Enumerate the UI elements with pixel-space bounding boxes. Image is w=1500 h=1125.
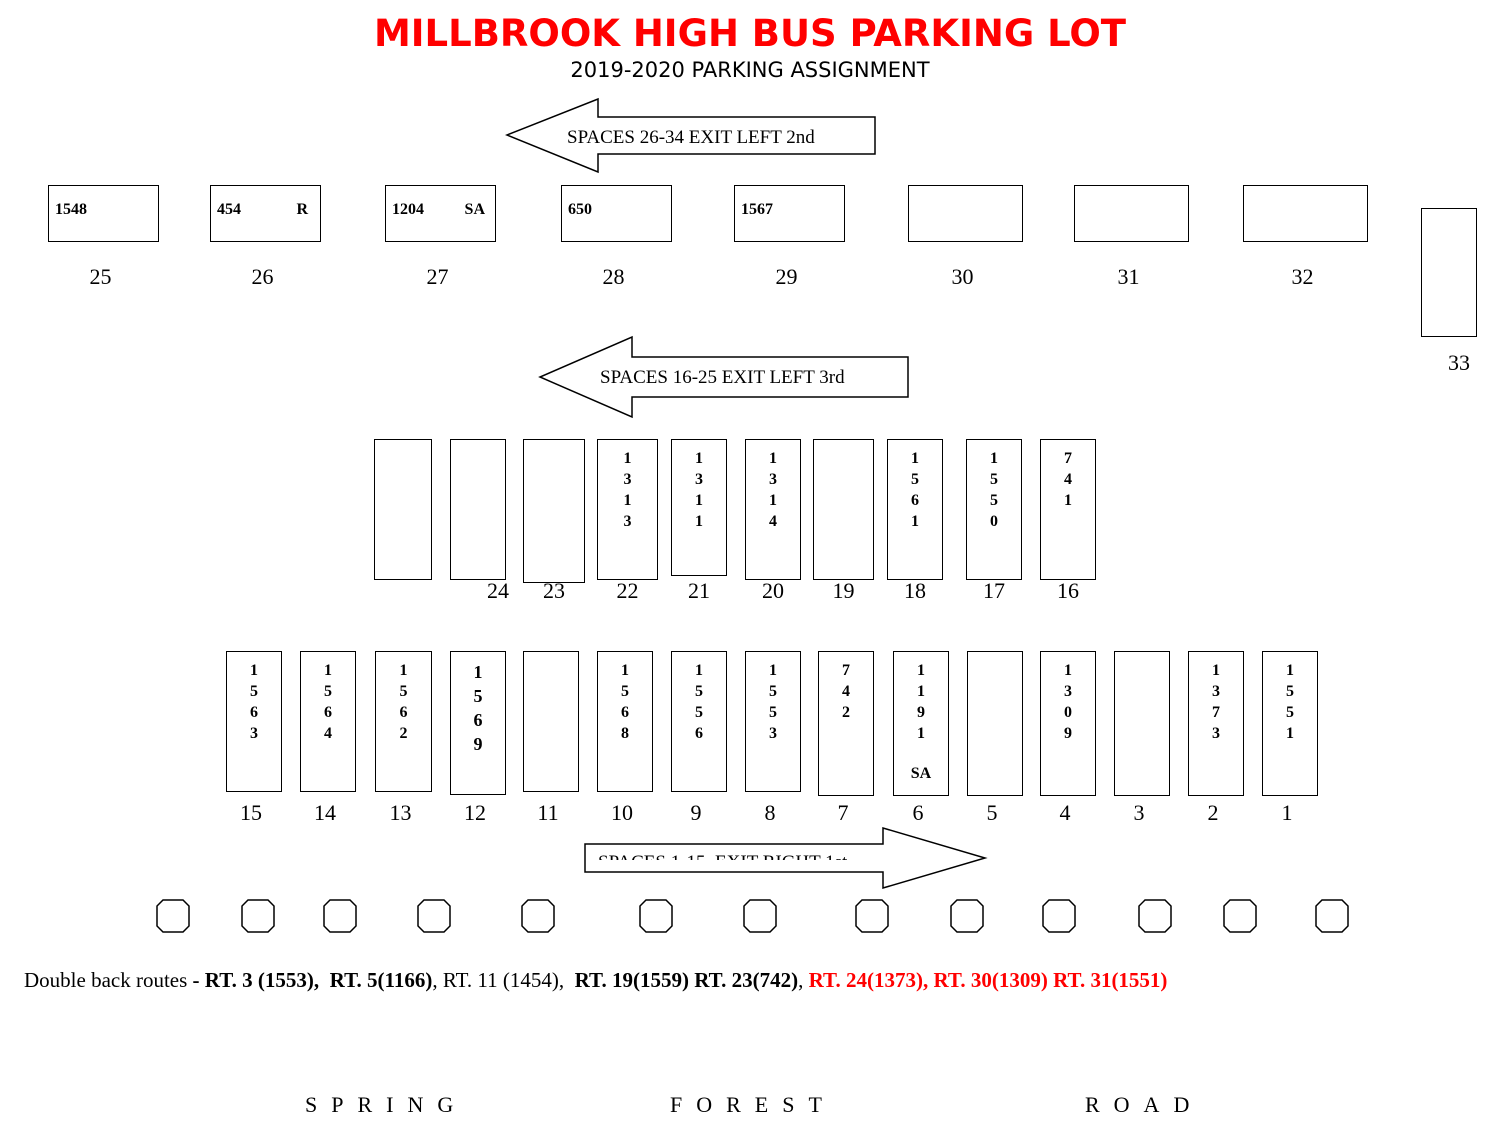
bus-number: 1 5 5 1 bbox=[1286, 662, 1294, 742]
bus-number: 1 3 0 9 bbox=[1064, 662, 1072, 742]
bollard-marker bbox=[744, 900, 776, 932]
bollard-marker bbox=[1316, 900, 1348, 932]
double-back-routes-bold-1: RT. 3 (1553), RT. 5(1166) bbox=[204, 968, 433, 992]
bollard-marker bbox=[1224, 900, 1256, 932]
double-back-dash: - bbox=[192, 968, 205, 992]
double-back-routes-plain: , RT. 11 (1454), bbox=[432, 968, 575, 992]
bus-number: 1 3 1 1 bbox=[695, 450, 703, 530]
bollard-marker bbox=[1139, 900, 1171, 932]
exit-arrow-top-label: SPACES 26-34 EXIT LEFT 2nd bbox=[567, 127, 815, 148]
space-number: 6 bbox=[912, 800, 924, 825]
double-back-routes-red: RT. 24(1373), RT. 30(1309) RT. 31(1551) bbox=[808, 968, 1168, 992]
space-number: 26 bbox=[251, 264, 274, 289]
bus-number: 1204 bbox=[392, 201, 424, 218]
space-number: 13 bbox=[389, 800, 412, 825]
space-number: 11 bbox=[537, 800, 559, 825]
bus-number: 1 3 1 4 bbox=[769, 450, 777, 530]
bus-number: 7 4 1 bbox=[1064, 450, 1072, 509]
bollard-marker bbox=[856, 900, 888, 932]
bus-number: 1 3 1 3 bbox=[623, 450, 632, 530]
bus-number: 1548 bbox=[55, 201, 87, 218]
space-number: 21 bbox=[688, 578, 710, 603]
space-number: 14 bbox=[314, 800, 336, 825]
space-tag: SA bbox=[464, 201, 485, 218]
bollard-marker bbox=[324, 900, 356, 932]
double-back-routes bbox=[24, 968, 1167, 993]
space-number: 2 bbox=[1207, 800, 1219, 825]
space-number: 12 bbox=[464, 800, 486, 825]
space-number: 29 bbox=[775, 264, 798, 289]
bollard-marker bbox=[522, 900, 554, 932]
space-number: 16 bbox=[1057, 578, 1079, 603]
bus-number: 1 5 5 6 bbox=[695, 662, 703, 742]
double-back-routes-bold-2: RT. 19(1559) RT. 23(742) bbox=[574, 968, 799, 992]
bus-number: 1 3 7 3 bbox=[1212, 662, 1220, 742]
bollard-marker bbox=[951, 900, 983, 932]
space-number: 27 bbox=[426, 264, 449, 289]
page-subtitle: 2019-2020 PARKING ASSIGNMENT bbox=[570, 58, 930, 82]
space-number: 23 bbox=[543, 578, 565, 603]
road-name-spring: SPRING bbox=[305, 1092, 468, 1117]
road-name-road: ROAD bbox=[1085, 1092, 1204, 1117]
space-number: 20 bbox=[762, 578, 784, 603]
bus-number: 1 1 9 1 bbox=[917, 662, 925, 742]
space-tag: R bbox=[296, 201, 308, 218]
bus-number: 1 5 6 8 bbox=[621, 662, 629, 742]
space-number: 10 bbox=[611, 800, 633, 825]
space-number: 30 bbox=[951, 264, 974, 289]
space-tag: SA bbox=[910, 765, 932, 782]
space-number: 22 bbox=[616, 578, 639, 603]
bus-number: 1 5 6 4 bbox=[324, 662, 332, 742]
space-number: 17 bbox=[983, 578, 1005, 603]
space-number: 5 bbox=[986, 800, 998, 825]
space-number: 25 bbox=[89, 264, 112, 289]
bollard-marker bbox=[418, 900, 450, 932]
space-number: 1 bbox=[1281, 800, 1293, 825]
bus-number: 1567 bbox=[741, 201, 773, 218]
page-title: MILLBROOK HIGH BUS PARKING LOT bbox=[373, 12, 1127, 55]
space-number: 9 bbox=[690, 800, 702, 825]
bollard-marker bbox=[640, 900, 672, 932]
bus-number: 1 5 6 2 bbox=[399, 662, 408, 742]
bus-number: 650 bbox=[568, 201, 592, 218]
bollard-marker bbox=[1043, 900, 1075, 932]
space-number: 3 bbox=[1133, 800, 1145, 825]
bus-number: 7 4 2 bbox=[842, 662, 850, 721]
space-number: 24 bbox=[487, 578, 509, 603]
space-number: 32 bbox=[1291, 264, 1314, 289]
space-number: 18 bbox=[904, 578, 926, 603]
space-number: 33 bbox=[1448, 350, 1470, 375]
space-number: 15 bbox=[240, 800, 262, 825]
space-number: 7 bbox=[837, 800, 849, 825]
bollard-marker bbox=[157, 900, 189, 932]
double-back-prefix: Double back routes bbox=[24, 968, 193, 992]
bus-number: 454 bbox=[217, 201, 241, 218]
bus-number: 1 5 5 3 bbox=[769, 662, 777, 742]
space-number: 28 bbox=[602, 264, 625, 289]
bollard-marker bbox=[242, 900, 274, 932]
bus-number: 1 5 5 0 bbox=[990, 450, 998, 530]
road-name-forest: FOREST bbox=[670, 1092, 836, 1117]
bus-number: 1 5 6 9 bbox=[473, 662, 483, 754]
space-number: 8 bbox=[764, 800, 776, 825]
bus-number: 1 5 6 1 bbox=[911, 450, 919, 530]
space-number: 19 bbox=[832, 578, 855, 603]
space-number: 4 bbox=[1059, 800, 1071, 825]
exit-arrow-middle-label: SPACES 16-25 EXIT LEFT 3rd bbox=[600, 367, 845, 388]
space-number: 31 bbox=[1117, 264, 1140, 289]
double-back-comma: , bbox=[798, 968, 809, 992]
bus-number: 1 5 6 3 bbox=[250, 662, 258, 742]
